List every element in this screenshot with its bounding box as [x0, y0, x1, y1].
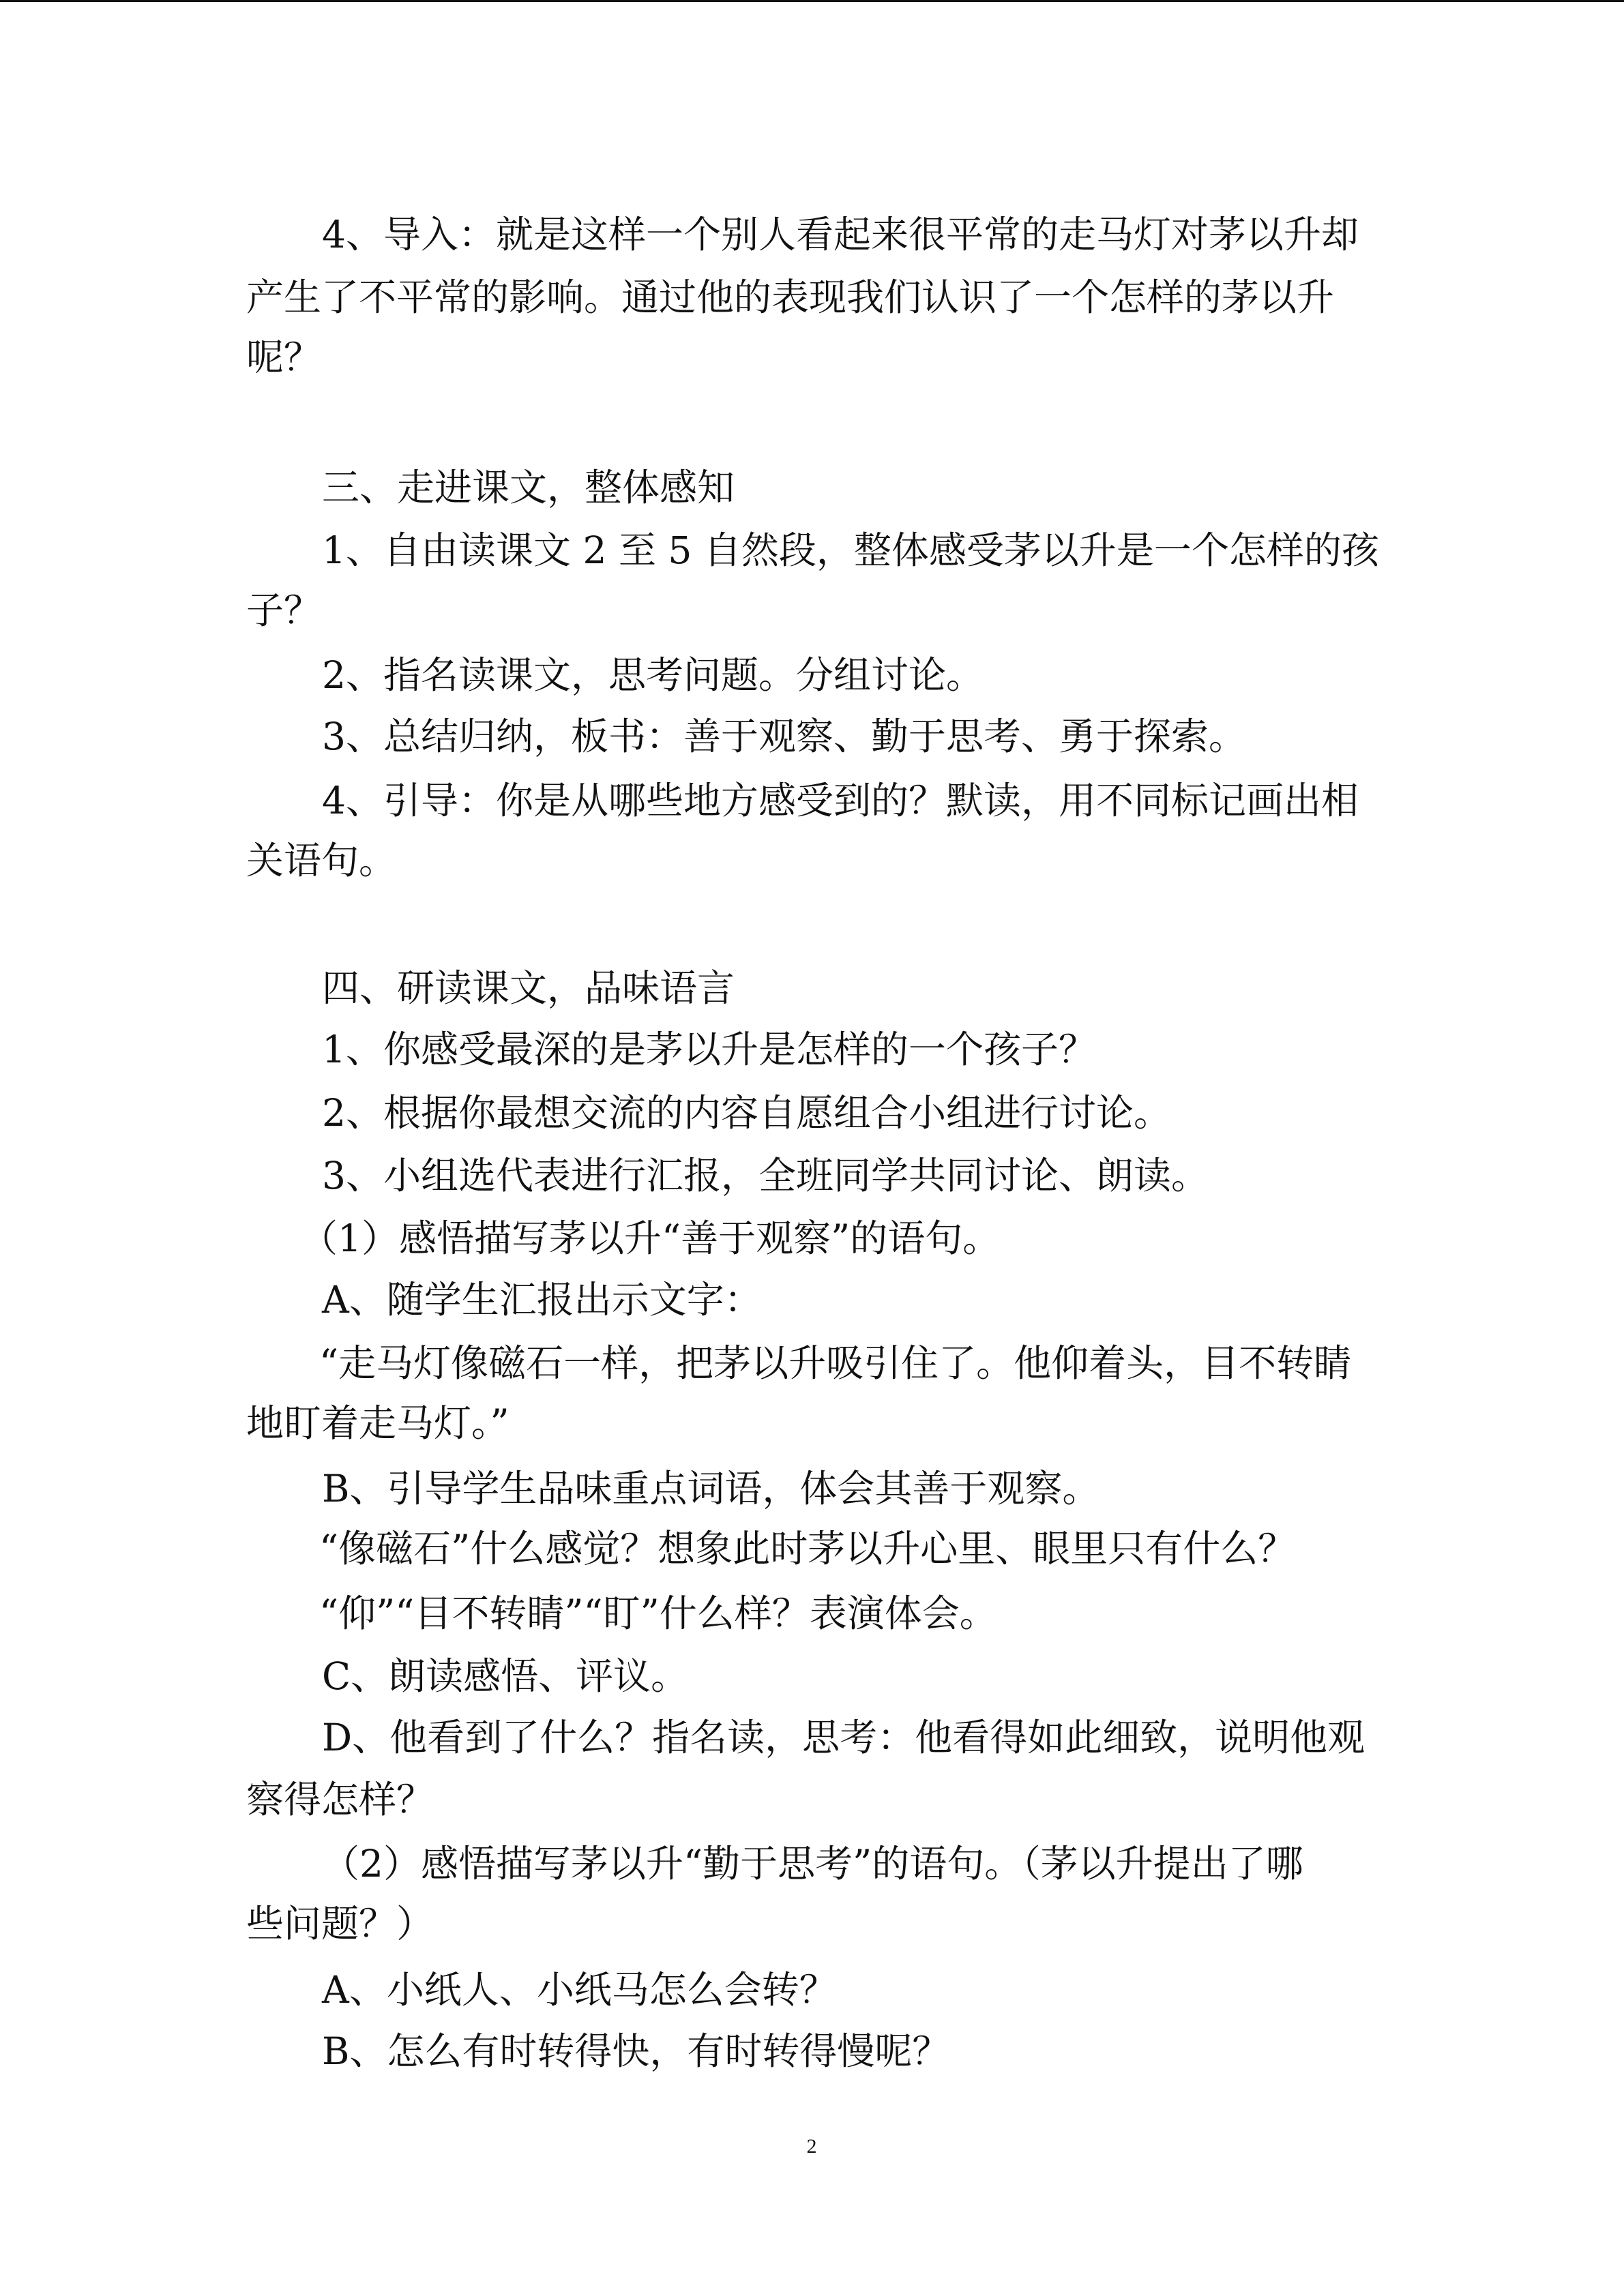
page-number: 2	[806, 2135, 817, 2158]
paragraph-line: 1、自由读课文 2 至 5 自然段，整体感受茅以升是一个怎样的孩	[322, 528, 1379, 572]
paragraph-line: 4、引导：你是从哪些地方感受到的？默读，用不同标记画出相	[322, 779, 1359, 822]
paragraph-line: 2、根据你最想交流的内容自愿组合小组进行讨论。	[322, 1091, 1171, 1135]
paragraph-line: 地盯着走马灯。”	[246, 1401, 510, 1445]
paragraph-line: A、随学生汇报出示文字：	[322, 1278, 762, 1322]
paragraph-line: （2）感悟描写茅以升“勤于思考”的语句。（茅以升提出了哪	[322, 1842, 1303, 1885]
paragraph-line: 关语句。	[246, 839, 397, 882]
paragraph-line: B、引导学生品味重点词语，体会其善于观察。	[322, 1467, 1100, 1510]
paragraph-line: 产生了不平常的影响。通过他的表现我们认识了一个怎样的茅以升	[246, 275, 1335, 319]
paragraph-line: 4、导入：就是这样一个别人看起来很平常的走马灯对茅以升却	[322, 213, 1359, 256]
paragraph-line: “像磁石”什么感觉？想象此时茅以升心里、眼里只有什么？	[319, 1527, 1296, 1570]
paragraph-line: 子？	[246, 588, 322, 632]
page-top-border	[0, 0, 1624, 2]
paragraph-line: “仰”“目不转睛”“盯”什么样？表演体会。	[319, 1592, 997, 1635]
paragraph-line: 呢？	[246, 336, 322, 379]
paragraph-line: C、朗读感悟、评议。	[322, 1654, 689, 1698]
paragraph-line: 3、总结归纳，板书：善于观察、勤于思考、勇于探索。	[322, 715, 1246, 758]
paragraph-line: 2、指名读课文，思考问题。分组讨论。	[322, 653, 984, 697]
paragraph-line: （1）感悟描写茅以升“善于观察”的语句。	[300, 1217, 1001, 1260]
paragraph-line: B、怎么有时转得快，有时转得慢呢？	[322, 2029, 950, 2073]
paragraph-line: D、他看到了什么？指名读，思考：他看得如此细致，说明他观	[322, 1716, 1365, 1759]
paragraph-line: A、小纸人、小纸马怎么会转？	[322, 1968, 837, 2012]
paragraph-line: 3、小组选代表进行汇报，全班同学共同讨论、朗读。	[322, 1154, 1209, 1197]
paragraph-line: “走马灯像磁石一样，把茅以升吸引住了。他仰着头，目不转睛	[319, 1341, 1352, 1385]
section-heading: 三、走进课文，整体感知	[322, 466, 735, 509]
section-heading: 四、研读课文，品味语言	[322, 966, 735, 1010]
paragraph-line: 些问题？）	[246, 1902, 434, 1945]
paragraph-line: 察得怎样？	[246, 1778, 434, 1821]
paragraph-line: 1、你感受最深的是茅以升是怎样的一个孩子？	[322, 1028, 1096, 1071]
